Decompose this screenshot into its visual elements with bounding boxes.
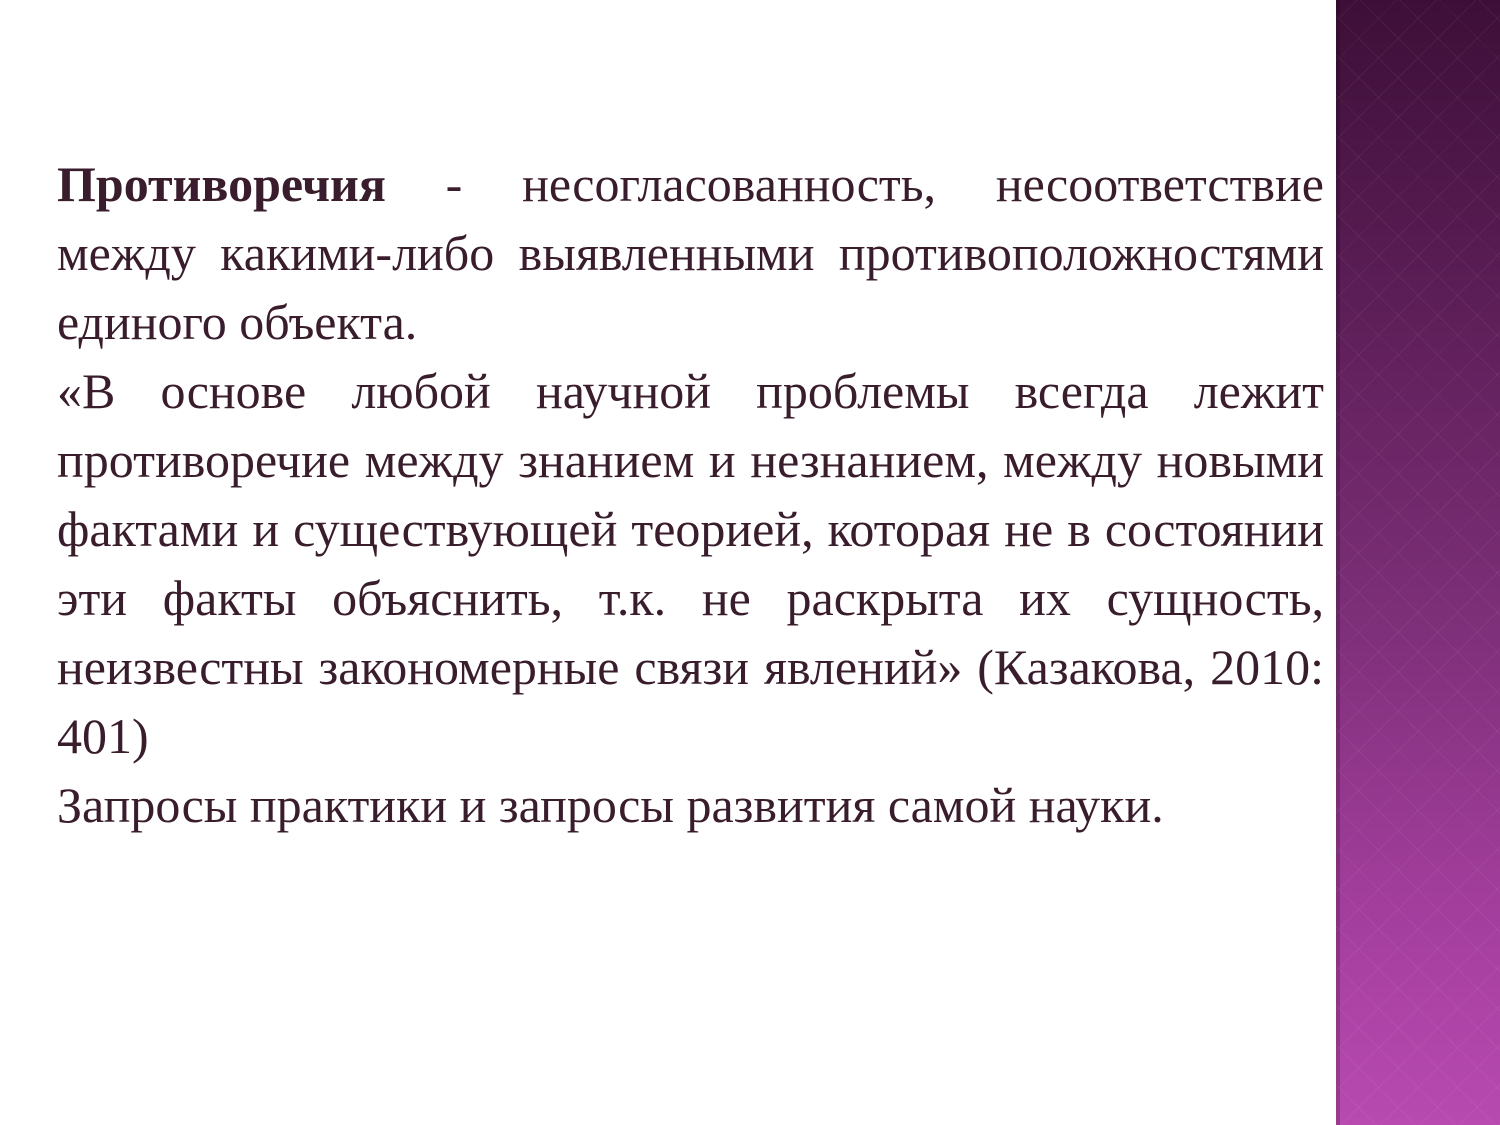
quote-paragraph: «В основе любой научной проблемы всегда лежит противоречие между знанием и незнанием, между новыми фактами и существующей теорией, которая не в состоянии эти факты объяснить, т.к. не раскрыта их сущность, неизвестны закономерные связи явлений» (Казакова, 2010: 401) (57, 363, 1324, 764)
definition-paragraph (57, 150, 1324, 357)
definition-term: Противоречия (57, 156, 386, 212)
side-band-edge (1336, 0, 1340, 1125)
sources-paragraph: Запросы практики и запросы развития самой науки. (57, 777, 1164, 833)
definition-text: - несогласованность, несоответствие между какими-либо выявленными противоположностями единого объекта. (57, 156, 1324, 350)
decorative-side-band (1336, 0, 1500, 1125)
slide-body (57, 150, 1324, 840)
